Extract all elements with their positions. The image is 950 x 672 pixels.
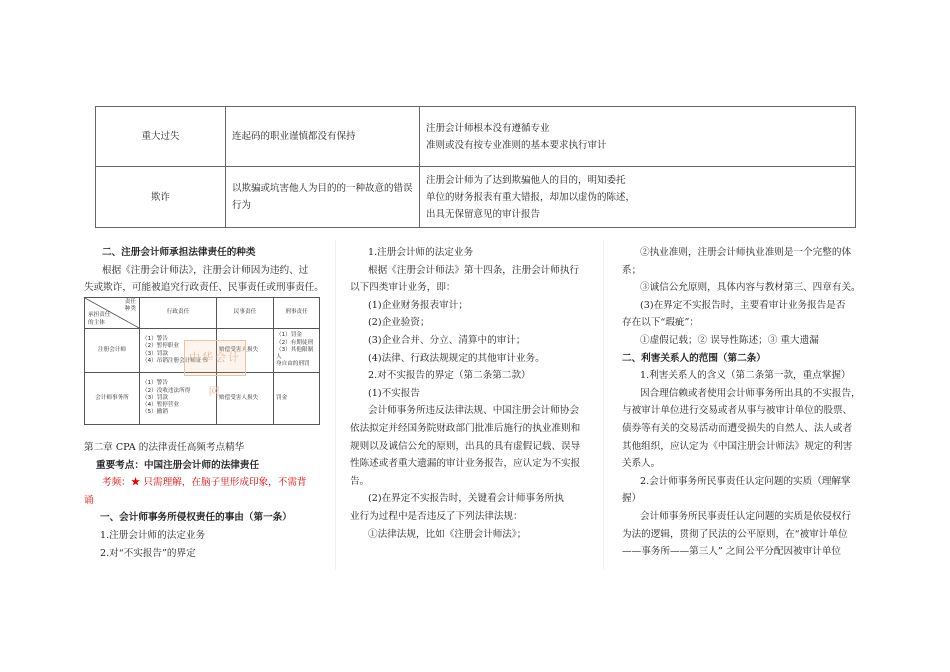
cell-line: 注册会计师为了达到欺骗他人的目的，明知委托	[426, 174, 626, 186]
column-divider	[603, 240, 604, 570]
cell-line: 出具无保留意见的审计报告	[426, 208, 541, 220]
paragraph-line: 业行为过程中是否违反了下列法律法规：	[350, 510, 523, 522]
cell-line: 准则或没有按专业准则的基本要求执行审计	[426, 139, 607, 151]
paragraph-line: 告。	[350, 475, 370, 487]
diagonal-header-cell	[85, 298, 140, 329]
paragraph-line: (3)在界定不实报告时，主要看审计业务报告是否	[640, 299, 846, 311]
table-cell-definition	[226, 167, 420, 228]
table-cell-description	[420, 107, 856, 167]
cell-line: 单位的财务报表有重大错报，却加以虚伪的陈述，	[426, 191, 636, 203]
list-item: （1）警告	[142, 335, 168, 342]
label-line: 种类	[124, 306, 136, 313]
table-row	[96, 167, 856, 228]
paragraph-line: ③诚信公允原则，具体内容与教材第三、四章有关。	[640, 282, 861, 294]
label-line: 的主体	[88, 319, 105, 326]
paragraph-line: 依法拟定并经国务院财政部门批准后施行的执业准则和	[350, 422, 581, 434]
paragraph-line: 与被审计单位进行交易或者从事与被审计单位的股票、	[622, 405, 853, 417]
paragraph-line: 性陈述或者重大遗漏的审计业务报告，应认定为不实报	[350, 458, 581, 470]
table-row	[96, 107, 856, 167]
section-heading: 二、利害关系人的范围（第二条）	[622, 352, 766, 364]
paragraph-line: 1.利害关系人的含义（第二条第一款，重点掌握）	[640, 370, 851, 382]
paragraph-line: (2)在界定不实报告时，关键看会计师事务所执	[368, 493, 564, 505]
list-item: （4）暂停营业	[142, 402, 180, 409]
section-heading: 二、注册会计师承担法律责任的种类	[102, 247, 256, 258]
header-civil: 民事责任	[217, 298, 274, 329]
subject-cell: 注册会计师	[85, 329, 140, 373]
paragraph-line: 失或欺诈，可能被追究行政责任、民事责任或刑事责任。	[84, 282, 324, 294]
paragraph-line: 根据《注册会计师法》第十四条，注册会计师执行	[368, 264, 580, 276]
paragraph-line: ——事务所——第三人” 之间公平分配因被审计单位	[622, 546, 842, 558]
paragraph-line: (1)企业财务报表审计；	[368, 299, 468, 311]
paragraph-line: 根据《注册会计师法》，注册会计师因为违约、过	[102, 264, 309, 276]
paragraph-line: 1.注册会计师的法定业务	[368, 247, 474, 258]
paragraph-line: 规则以及诚信公允的原则，出具的具有虚假记载、误导	[350, 440, 581, 452]
freq-note: 只需理解，在脑子里形成印象，不需背	[140, 477, 307, 489]
list-item: （3）其他限制人	[276, 346, 314, 361]
paragraph-line: (3)企业合并、分立、清算中的审计；	[368, 334, 526, 346]
list-item: 身自由的刑罚	[276, 361, 310, 368]
paragraph-line: 握）	[622, 493, 642, 505]
cell-line: 行为	[232, 200, 252, 211]
paragraph-line: (4)法律、行政法规规定的其他审计业务。	[368, 352, 545, 364]
list-item: 1.注册会计师的法定业务	[100, 529, 206, 541]
table-header-row	[85, 298, 320, 329]
paragraph-line: 为法的逻辑，贯彻了民法的公平原则，在“被审计单位	[622, 528, 848, 540]
cell-line: 注册会计师根本没有遵循专业	[426, 122, 550, 134]
criminal-cell	[274, 329, 320, 373]
paragraph-line: ①法律法规，比如《注册会计师法》；	[368, 528, 527, 540]
paragraph-line: 会计师事务所民事责任认定问题的实质是依侵权行	[640, 510, 852, 522]
civil-cell: 赔偿受害人损失	[217, 373, 274, 425]
frequency-note	[84, 474, 334, 492]
paragraph-line: 2.会计师事务所民事责任认定问题的实质（理解掌	[640, 475, 851, 487]
admin-cell	[140, 373, 217, 425]
diagonal-top-label	[125, 299, 136, 314]
header-criminal: 刑事责任	[274, 298, 320, 329]
paragraph-line: 会计师事务所违反法律法规、中国注册会计师协会	[368, 405, 580, 417]
chapter-title: 第二章 CPA 的法律责任高频考点精华	[84, 442, 245, 453]
right-column	[622, 244, 872, 561]
list-item: （3）罚款	[142, 394, 168, 401]
paragraph-line: 存在以下“瑕疵”：	[622, 317, 699, 329]
liability-comparison-table	[95, 106, 856, 228]
paragraph-line: (2)企业验资；	[368, 317, 430, 329]
paragraph-line: ①虚假记载；② 误导性陈述；③ 重大遗漏	[640, 334, 819, 346]
left-column	[84, 244, 332, 297]
subject-cell: 会计师事务所	[85, 373, 140, 425]
paragraph-line: 以下四类审计业务，即：	[350, 282, 456, 294]
list-item: （1）罚金	[276, 332, 302, 339]
paragraph-line: 关系人。	[622, 458, 661, 470]
list-item: （2）有期徒刑	[276, 339, 314, 346]
list-item: （2）暂停职业	[142, 343, 180, 350]
label-line: 承担责任	[88, 312, 111, 319]
diagonal-bottom-label	[88, 312, 110, 327]
table-cell-type: 重大过失	[96, 107, 226, 167]
list-item: （1）警告	[142, 380, 168, 387]
watermark-logo: 中华会计网	[184, 340, 246, 376]
paragraph-line: 2.对不实报告的界定（第二条第二款）	[368, 370, 531, 382]
list-item: （5）撤销	[142, 409, 168, 416]
civil-cell: 赔偿受害人损失	[217, 329, 274, 373]
paragraph-line: 因合理信赖或者使用会计师事务所出具的不实报告，	[640, 387, 861, 399]
criminal-cell: 罚金	[274, 373, 320, 425]
table-row	[85, 373, 320, 425]
left-column-lower	[84, 439, 334, 562]
label-line: 责任	[124, 299, 136, 305]
paragraph-line: 系；	[622, 264, 642, 276]
table-cell-type: 欺诈	[96, 167, 226, 228]
list-item: （2）没收违法所得	[142, 387, 191, 394]
middle-column	[350, 244, 602, 543]
star-icon: ★	[130, 477, 141, 489]
list-item: （3）罚款	[142, 350, 168, 357]
freq-label: 考频：	[102, 477, 131, 489]
paragraph-line: 债券等有关的交易活动而遭受损失的自然人、法人或者	[622, 422, 853, 434]
header-admin: 行政责任	[140, 298, 217, 329]
table-cell-description	[420, 167, 856, 228]
list-item: （4）吊销注册会计师证书	[142, 357, 208, 364]
paragraph-line: (1)不实报告	[368, 387, 420, 399]
key-point: 重要考点：中国注册会计师的法律责任	[96, 459, 260, 471]
list-item: 2.对“不实报告”的界定	[100, 547, 196, 559]
frequency-note-cont: 诵	[84, 494, 94, 506]
cell-line: 以欺骗或坑害他人为目的的一种故意的错误	[232, 183, 413, 194]
column-divider	[335, 240, 336, 570]
paragraph-line: 其他组织，应认定为《中国注册会计师法》规定的利害	[622, 440, 853, 452]
table-cell-definition: 连起码的职业谨慎都没有保持	[226, 107, 420, 167]
paragraph-line: ②执业准则，注册会计师执业准则是一个完整的体	[640, 247, 852, 258]
section-heading: 一、会计师事务所侵权责任的事由（第一条）	[100, 512, 292, 524]
